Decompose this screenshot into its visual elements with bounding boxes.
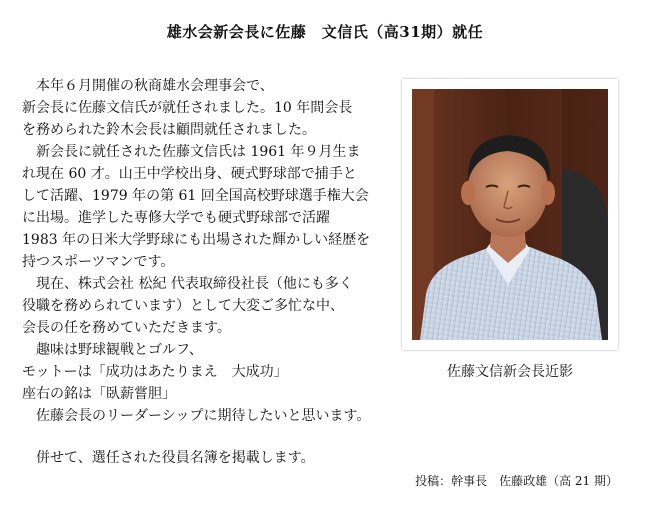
article-credit: 投稿：幹事長 佐藤政雄（高 21 期）: [415, 474, 618, 488]
body-line: 本年６月開催の秋商雄水会理事会で、: [22, 78, 274, 94]
body-line: 佐藤会長のリーダーシップに期待したいと思います。: [22, 408, 371, 424]
body-line: 1983 年の日米大学野球にも出場された輝かしい経歴を: [22, 232, 371, 248]
body-line: 新会長に就任された佐藤文信氏は 1961 年９月生ま: [22, 144, 361, 160]
body-line: 新会長に佐藤文信氏が就任されました。10 年間会長: [22, 100, 353, 116]
body-line: 持つスポーツマンです。: [22, 254, 175, 270]
body-line: 役職を務められています）として大変ご多忙な中、: [22, 298, 344, 314]
portrait-frame: [402, 79, 618, 350]
body-line: に出場。進学した専修大学でも硬式野球部で活躍: [22, 210, 330, 226]
body-line: れ現在 60 才。山王中学校出身、硬式野球部で捕手と: [22, 166, 357, 182]
article-title: 雄水会新会長に佐藤 文信氏（高31期）就任: [166, 23, 484, 41]
body-line: 趣味は野球観戦とゴルフ、: [22, 342, 203, 358]
body-line: して活躍、1979 年の第 61 回全国高校野球選手権大会: [22, 188, 369, 204]
article-body: [22, 75, 402, 469]
body-line: モットーは「成功はあたりまえ 大成功」: [22, 364, 288, 380]
photo-caption: 佐藤文信新会長近影: [447, 364, 573, 380]
portrait-illustration: [412, 89, 608, 340]
body-line: 会長の任を務めていただきます。: [22, 320, 231, 336]
body-line: 現在、株式会社 松紀 代表取締役社長（他にも多く: [22, 276, 353, 292]
body-line: 座右の銘は「臥薪嘗胆」: [22, 386, 176, 402]
body-line: 併せて、選任された役員名簿を掲載します。: [22, 450, 315, 466]
portrait-photo: [412, 89, 608, 340]
body-line: を務められた鈴木会長は顧問就任されました。: [22, 122, 316, 138]
